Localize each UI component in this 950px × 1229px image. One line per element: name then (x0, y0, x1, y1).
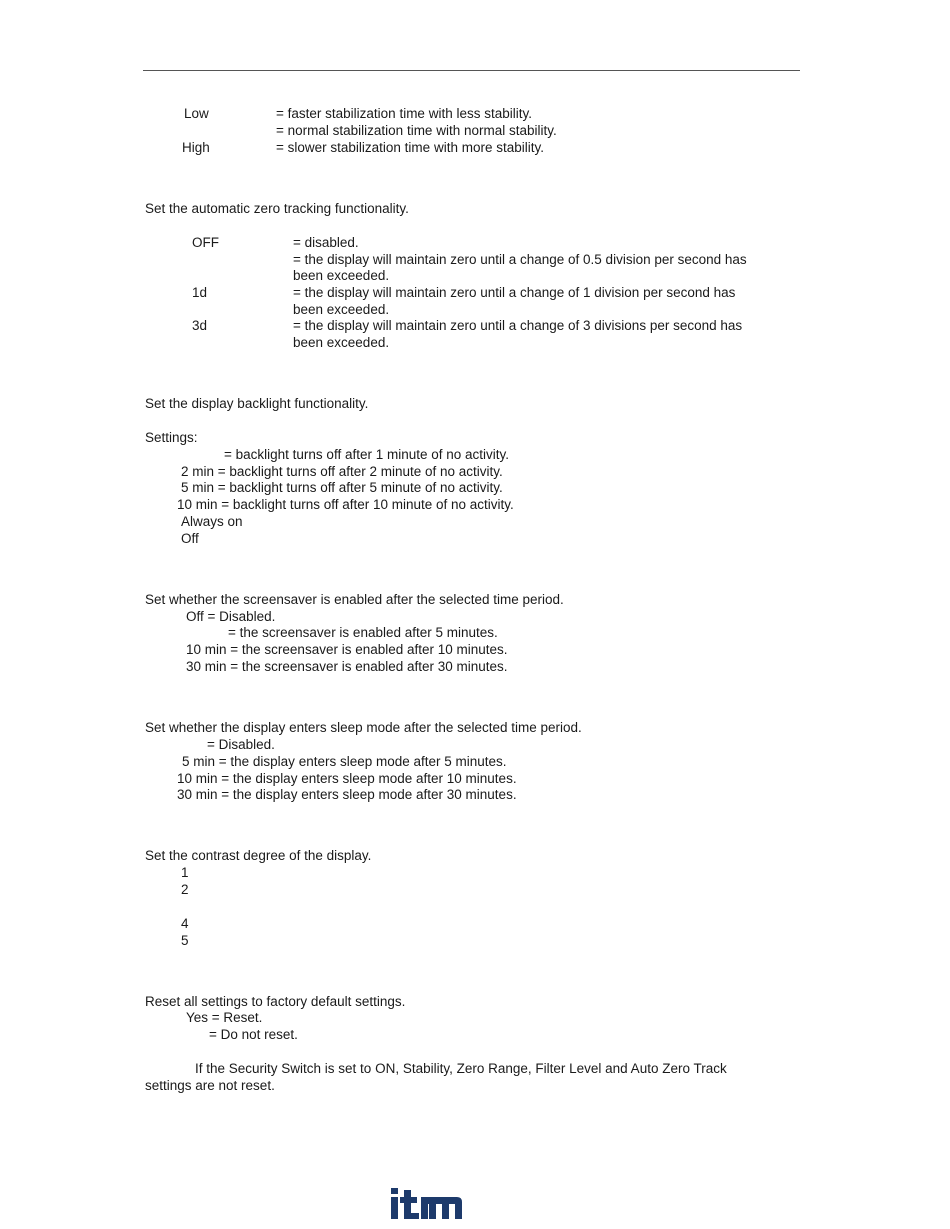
itm-logo (391, 1188, 463, 1223)
reset-line: Yes = Reset. (186, 1010, 263, 1025)
contrast-level: 1 (181, 865, 189, 880)
sleep-line: 10 min = the display enters sleep mode after 10 minutes. (177, 771, 517, 786)
auto-zero-1d-desc: = the display will maintain zero until a change of 1 division per second has (293, 285, 736, 300)
auto-zero-half-desc: = the display will maintain zero until a change of 0.5 division per second has (293, 252, 747, 267)
contrast-level: 5 (181, 933, 189, 948)
header-rule (143, 70, 800, 71)
auto-zero-off-desc: = disabled. (293, 235, 359, 250)
backlight-line: 5 min = backlight turns off after 5 minute of no activity. (181, 480, 503, 495)
auto-zero-intro: Set the automatic zero tracking functionality. (145, 201, 409, 216)
filter-low-desc: = faster stabilization time with less stability. (276, 106, 532, 121)
sleep-line: 5 min = the display enters sleep mode after 5 minutes. (182, 754, 507, 769)
reset-note: If the Security Switch is set to ON, Stability, Zero Range, Filter Level and Auto Zero Track (195, 1061, 727, 1076)
contrast-intro: Set the contrast degree of the display. (145, 848, 372, 863)
contrast-level: 2 (181, 882, 189, 897)
auto-zero-3d-key: 3d (192, 318, 208, 333)
screensaver-line: 10 min = the screensaver is enabled after 10 minutes. (186, 642, 508, 657)
reset-line: = Do not reset. (209, 1027, 298, 1042)
backlight-line: Off (181, 531, 199, 546)
auto-zero-1d-key: 1d (192, 285, 208, 300)
filter-high-key: High (182, 140, 210, 155)
auto-zero-1d-desc-cont: been exceeded. (293, 302, 390, 317)
screensaver-line: Off = Disabled. (186, 609, 276, 624)
filter-high-desc: = slower stabilization time with more stability. (276, 140, 544, 155)
screensaver-line: = the screensaver is enabled after 5 minutes. (228, 625, 498, 640)
sleep-line: 30 min = the display enters sleep mode after 30 minutes. (177, 787, 517, 802)
reset-intro: Reset all settings to factory default settings. (145, 994, 406, 1009)
contrast-level: 4 (181, 916, 189, 931)
auto-zero-3d-desc: = the display will maintain zero until a change of 3 divisions per second has (293, 318, 743, 333)
backlight-intro: Set the display backlight functionality. (145, 396, 369, 411)
auto-zero-half-desc-cont: been exceeded. (293, 268, 390, 283)
backlight-line: 10 min = backlight turns off after 10 minute of no activity. (177, 497, 514, 512)
screensaver-intro: Set whether the screensaver is enabled after the selected time period. (145, 592, 564, 607)
sleep-line: = Disabled. (207, 737, 275, 752)
auto-zero-3d-desc-cont: been exceeded. (293, 335, 390, 350)
backlight-settings-label: Settings: (145, 430, 198, 445)
screensaver-line: 30 min = the screensaver is enabled after 30 minutes. (186, 659, 508, 674)
backlight-line: = backlight turns off after 1 minute of no activity. (224, 447, 510, 462)
backlight-line: Always on (181, 514, 243, 529)
backlight-line: 2 min = backlight turns off after 2 minute of no activity. (181, 464, 503, 479)
filter-low-key: Low (184, 106, 209, 121)
sleep-intro: Set whether the display enters sleep mode after the selected time period. (145, 720, 582, 735)
filter-normal-desc: = normal stabilization time with normal stability. (276, 123, 557, 138)
auto-zero-off-key: OFF (192, 235, 219, 250)
reset-note-cont: settings are not reset. (145, 1078, 275, 1093)
itm-logo-mark (391, 1188, 463, 1220)
